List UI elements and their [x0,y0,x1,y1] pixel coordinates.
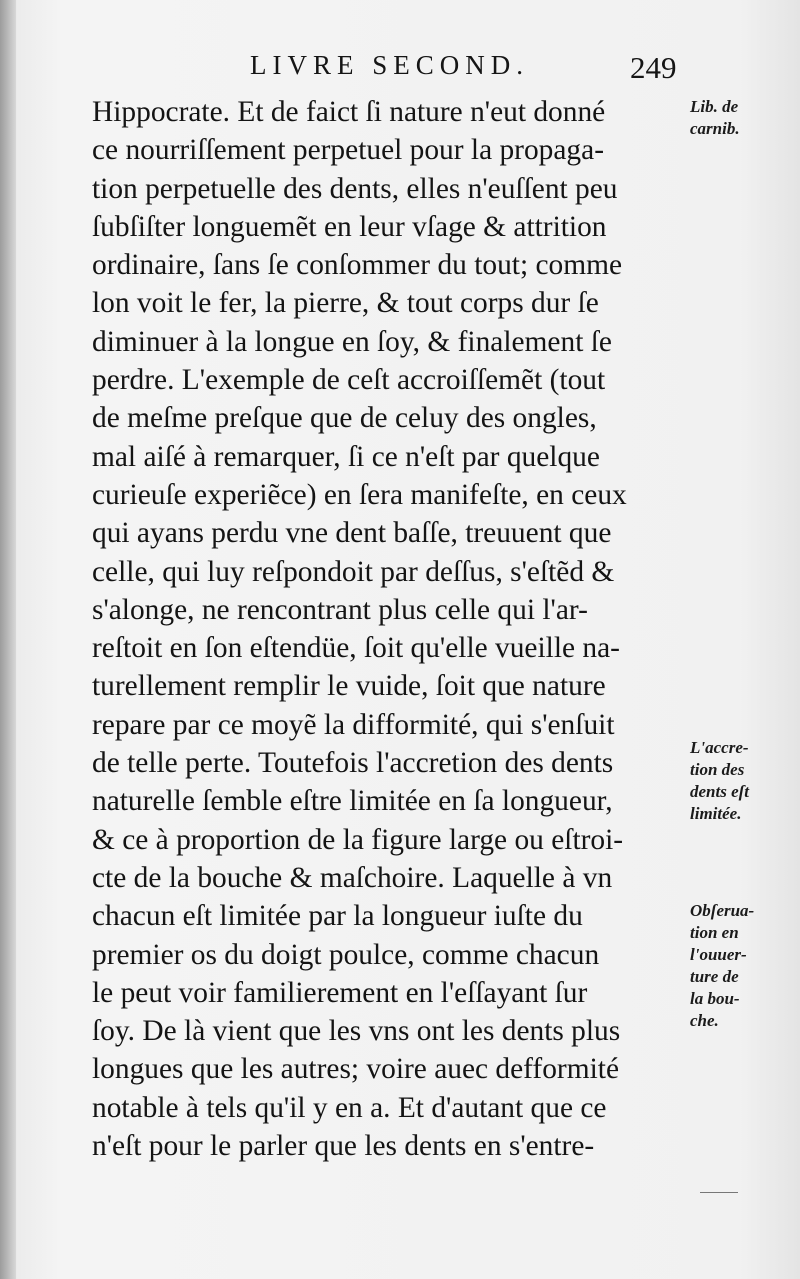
marginal-note-line: che. [690,1011,719,1030]
marginal-note-line: l'ouuer- [690,945,747,964]
marginal-note-line: limitée. [690,804,742,823]
marginal-note-lib-de-carnib [690,96,800,140]
text-line: tion perpetuelle des dents, elles n'euſſent peu [92,171,618,205]
marginal-note-line: ture de [690,967,739,986]
text-line: perdre. L'exemple de ceſt accroiſſemẽt (tout [92,363,606,397]
text-line: n'eſt pour le parler que les dents en s'entre- [92,1129,595,1163]
text-line: de meſme preſque que de celuy des ongles, [92,401,597,435]
text-line: de telle perte. Toutefois l'accretion des dents [92,746,614,780]
running-header [250,50,677,90]
marginal-note-line: tion des [690,760,745,779]
text-line: ſoy. De là vient que les vns ont les dents plus [92,1014,621,1048]
marginal-note-accretion [690,737,800,825]
body-text [92,93,702,1165]
text-line: premier os du doigt poulce, comme chacun [92,937,600,971]
marginal-note-line: Lib. de [690,97,739,116]
text-line: le peut voir familierement en l'eſſayant ſur [92,975,588,1009]
text-line: notable à tels qu'il y en a. Et d'autant que ce [92,1090,607,1124]
text-line: & ce à proportion de la figure large ou eſtroi- [92,822,624,856]
gutter-shadow [0,0,16,1279]
marginal-note-line: dents eſt [690,782,750,801]
text-line: turellement remplir le vuide, ſoit que nature [92,669,606,703]
running-title: LIVRE SECOND. [250,50,529,80]
marginal-note-line: tion en [690,923,739,942]
text-line: diminuer à la longue en ſoy, & finalement ſe [92,324,612,358]
marginal-note-line: Obſerua- [690,901,755,920]
text-line: repare par ce moyẽ la difformité, qui s'enſuit [92,707,615,741]
marginal-note-line: la bou- [690,989,740,1008]
text-line: ce nourriſſement perpetuel pour la propaga- [92,133,604,167]
page-number: 249 [630,50,677,85]
marginal-note-line: L'accre- [690,738,749,757]
text-line: chacun eſt limitée par la longueur iuſte du [92,899,583,933]
text-line: Hippocrate. Et de faict ſi nature n'eut donné [92,95,606,128]
text-line: naturelle ſemble eſtre limitée en ſa longueur, [92,784,613,818]
catchword-rule [700,1192,738,1193]
text-line: qui ayans perdu vne dent baſſe, treuuent que [92,516,612,550]
text-line: mal aiſé à remarquer, ſi ce n'eſt par quelque [92,439,600,473]
text-line: reſtoit en ſon eſtendüe, ſoit qu'elle vueille na- [92,631,620,665]
text-line: ſubſiſter longuemẽt en leur vſage & attrition [92,209,607,243]
text-line: ordinaire, ſans ſe conſommer du tout; comme [92,248,623,282]
text-line: longues que les autres; voire auec defformité [92,1052,620,1086]
marginal-note-line: carnib. [690,119,740,138]
text-line: celle, qui luy reſpondoit par deſſus, s'eſtẽd & [92,554,615,588]
text-line: curieuſe experiẽce) en ſera manifeſte, en ceux [92,477,627,511]
marginal-note-observation [690,900,800,1032]
text-line: s'alonge, ne rencontrant plus celle qui l'ar- [92,592,588,626]
text-line: lon voit le fer, la pierre, & tout corps dur ſe [92,286,599,320]
text-line: cte de la bouche & maſchoire. Laquelle à vn [92,860,613,894]
